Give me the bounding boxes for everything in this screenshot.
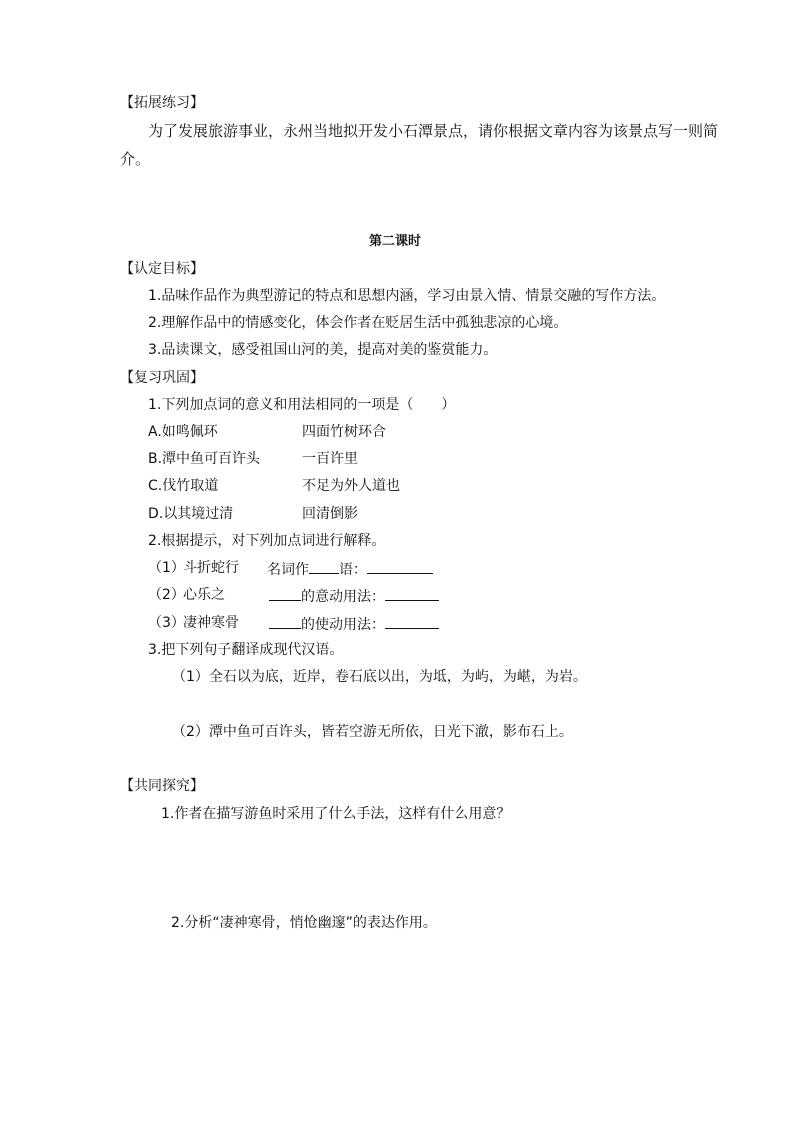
q2-item-2-hint-post: 的意动用法：: [301, 589, 385, 605]
q1-option-a: A.如鸣佩环: [148, 424, 218, 440]
lesson-title: 第二课时: [369, 234, 422, 249]
q1-option-d: D.以其境过清: [148, 506, 234, 522]
expansion-text-line1: 为了发展旅游事业，永州当地拟开发小石潭景点，请你根据文章内容为该景点写一则简: [148, 122, 719, 140]
goal-item-2: 2.理解作品中的情感变化，体会作者在贬居生活中孤独悲凉的心境。: [148, 315, 568, 331]
q2-item-3-phrase: 凄神寒骨: [183, 615, 239, 631]
q2-item-2-hint: [269, 586, 439, 606]
explore-heading: 【共同探究】: [120, 778, 204, 794]
q1-option-c-pair: 不足为外人道也: [302, 478, 400, 494]
q2-item-1-phrase: 斗折蛇行: [183, 560, 239, 576]
review-q1-stem: 1.下列加点词的意义和用法相同的一项是（ ）: [148, 397, 456, 413]
q2-item-2-num: （2）: [148, 587, 185, 603]
explore-question-1: 1.作者在描写游鱼时采用了什么手法，这样有什么用意？: [161, 806, 511, 822]
q2-item-3-blank-a[interactable]: [269, 614, 301, 629]
goal-item-3: 3.品读课文，感受祖国山河的美，提高对美的鉴赏能力。: [148, 342, 498, 358]
expansion-text-line2: 介。: [120, 150, 151, 168]
q2-item-1-hint-pre: 名词作: [267, 562, 309, 578]
q1-option-d-pair: 回清倒影: [302, 506, 358, 522]
q2-item-2-phrase: 心乐之: [183, 587, 225, 603]
explore-question-2: 2.分析“凄神寒骨，悄怆幽邃”的表达作用。: [171, 915, 437, 931]
q3-sentence-1: （1）全石以为底，近岸，卷石底以出，为坻，为屿，为嵁，为岩。: [172, 669, 587, 685]
q1-option-a-pair: 四面竹树环合: [302, 424, 386, 440]
q2-item-3-num: （3）: [148, 615, 185, 631]
q3-sentence-2: （2）潭中鱼可百许头，皆若空游无所依，日光下澈，影布石上。: [172, 724, 573, 740]
q2-item-2-blank-b[interactable]: [385, 586, 439, 601]
q2-item-3-hint: [269, 614, 439, 634]
q1-option-c: C.伐竹取道: [148, 478, 219, 494]
q2-item-1-blank-b[interactable]: [367, 559, 433, 574]
expansion-heading: 【拓展练习】: [120, 95, 204, 111]
q2-item-1-num: （1）: [148, 560, 185, 576]
q2-item-2-blank-a[interactable]: [269, 586, 301, 601]
q2-item-1-blank-a[interactable]: [309, 559, 339, 574]
q2-item-3-hint-post: 的使动用法：: [301, 617, 385, 633]
q1-option-b: B.潭中鱼可百许头: [148, 451, 261, 467]
review-heading: 【复习巩固】: [120, 370, 204, 386]
review-q2-stem: 2.根据提示，对下列加点词进行解释。: [148, 533, 386, 549]
goal-item-1: 1.品味作品作为典型游记的特点和思想内涵，学习由景入情、情景交融的写作方法。: [148, 288, 666, 304]
q2-item-1-hint: [267, 559, 433, 579]
q2-item-3-blank-b[interactable]: [385, 614, 439, 629]
q2-item-1-hint-mid: 语：: [339, 562, 367, 578]
q1-option-b-pair: 一百许里: [302, 451, 358, 467]
review-q3-stem: 3.把下列句子翻译成现代汉语。: [148, 642, 344, 658]
goals-heading: 【认定目标】: [120, 261, 204, 277]
